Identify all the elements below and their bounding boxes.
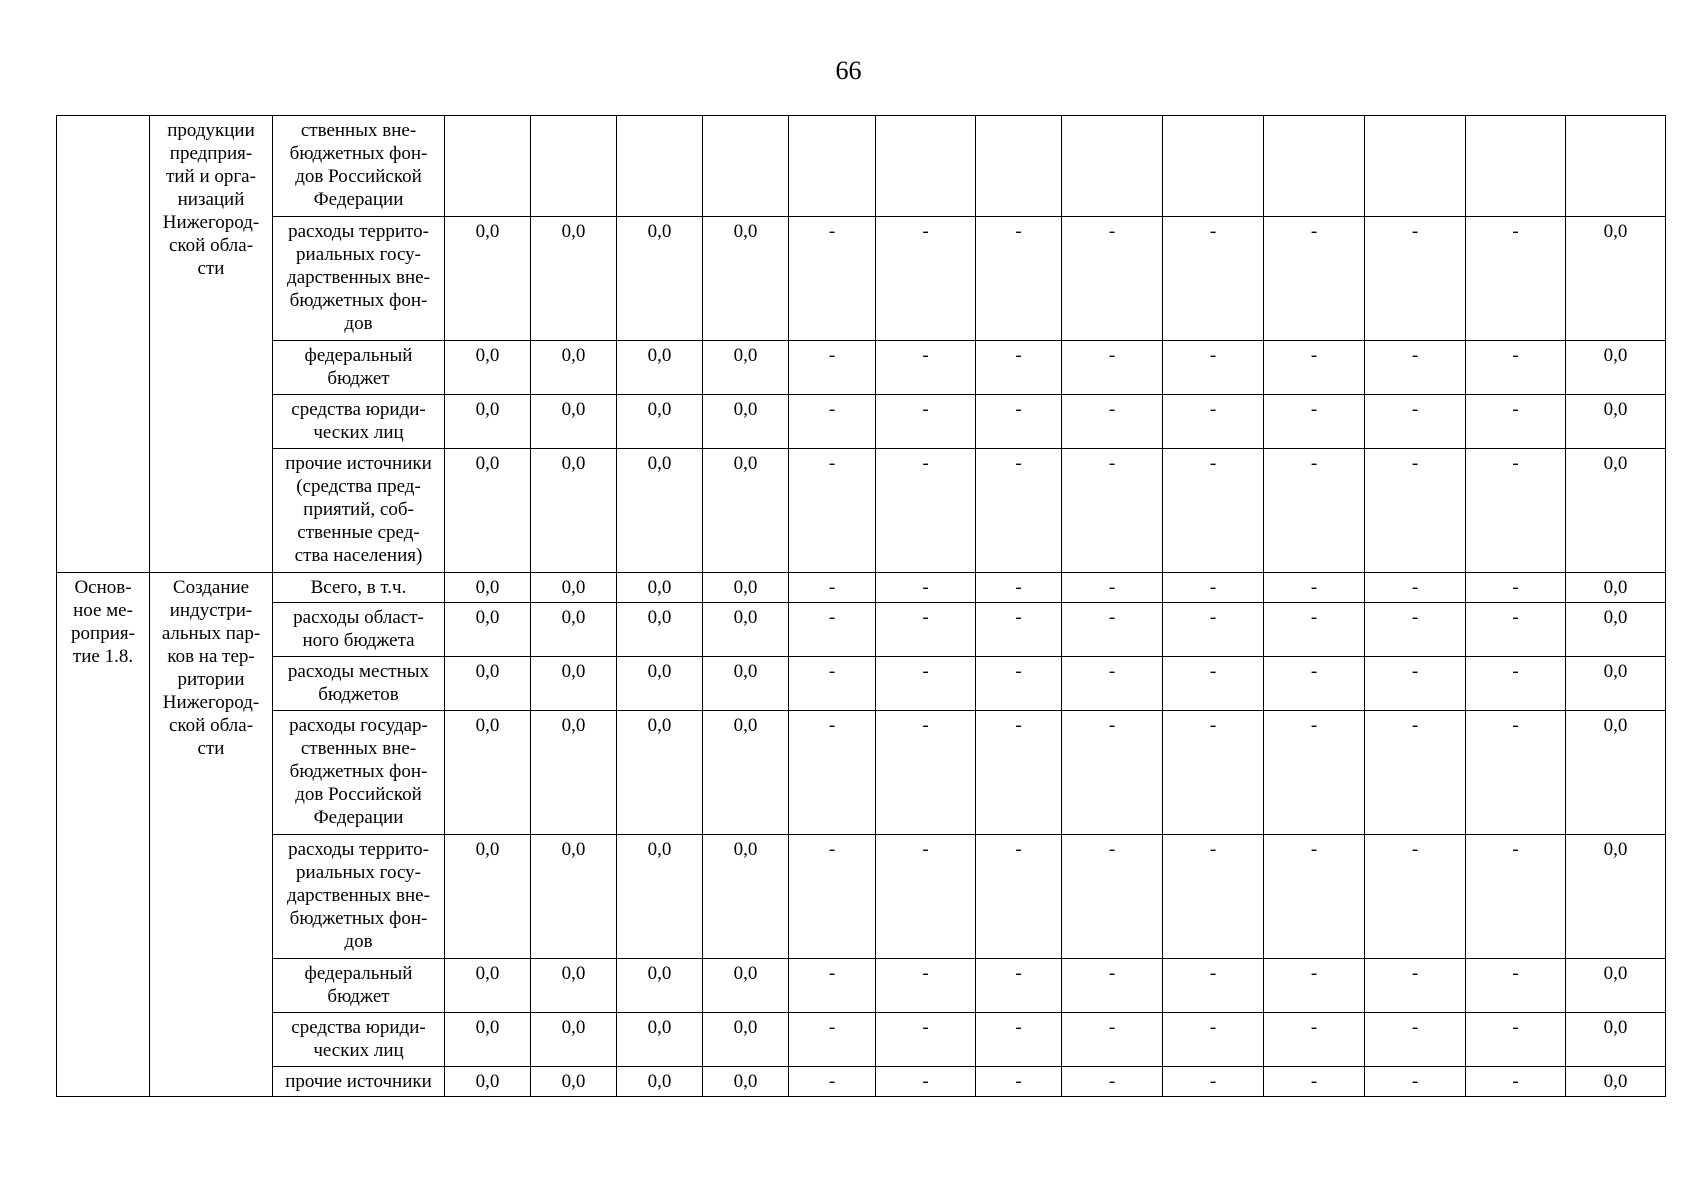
value-cell: 0,0 <box>531 603 617 657</box>
value-cell: 0,0 <box>531 573 617 603</box>
value-cell: - <box>1062 835 1163 959</box>
value-cell: 0,0 <box>617 449 703 573</box>
value-cell: - <box>1163 341 1264 395</box>
value-cell: - <box>1264 217 1365 341</box>
value-cell: - <box>1264 959 1365 1013</box>
value-cell: - <box>1466 341 1566 395</box>
value-cell: 0,0 <box>1566 835 1666 959</box>
value-cell: - <box>976 1013 1062 1067</box>
value-cell: 0,0 <box>1566 395 1666 449</box>
value-cell: 0,0 <box>703 395 789 449</box>
funding-source-cell: расходы террито- риальных госу- дарственных вне- бюджетных фон- дов <box>273 217 445 341</box>
funding-source-cell: ственных вне- бюджетных фон- дов Российской Федерации <box>273 116 445 217</box>
funding-source-cell: расходы террито- риальных госу- дарственных вне- бюджетных фон- дов <box>273 835 445 959</box>
table-row <box>57 1067 1666 1097</box>
value-cell: - <box>1163 603 1264 657</box>
value-cell: - <box>876 711 976 835</box>
measure-code-cell <box>57 116 150 573</box>
value-cell: - <box>876 1067 976 1097</box>
table-row <box>57 573 1666 603</box>
table-row <box>57 449 1666 573</box>
funding-source-cell: средства юриди- ческих лиц <box>273 395 445 449</box>
value-cell: - <box>1365 657 1466 711</box>
value-cell: - <box>1163 959 1264 1013</box>
value-cell: - <box>1163 835 1264 959</box>
value-cell: 0,0 <box>1566 1013 1666 1067</box>
value-cell: - <box>789 1067 876 1097</box>
value-cell: - <box>1163 217 1264 341</box>
value-cell <box>531 116 617 217</box>
value-cell: 0,0 <box>1566 657 1666 711</box>
value-cell: 0,0 <box>531 395 617 449</box>
value-cell: 0,0 <box>617 573 703 603</box>
value-cell: - <box>789 217 876 341</box>
value-cell <box>1264 116 1365 217</box>
value-cell: - <box>1365 573 1466 603</box>
funding-source-cell: прочие источники <box>273 1067 445 1097</box>
value-cell: 0,0 <box>1566 1067 1666 1097</box>
value-cell: - <box>976 341 1062 395</box>
value-cell: 0,0 <box>703 603 789 657</box>
value-cell: - <box>876 341 976 395</box>
value-cell: 0,0 <box>1566 217 1666 341</box>
value-cell: 0,0 <box>531 959 617 1013</box>
measure-name-cell: продукции предприя- тий и орга- низаций Нижегород- ской обла- сти <box>150 116 273 573</box>
value-cell: - <box>1264 395 1365 449</box>
value-cell: - <box>876 657 976 711</box>
funding-source-cell: федеральный бюджет <box>273 959 445 1013</box>
value-cell: - <box>789 573 876 603</box>
measure-name-cell: Создание индустри- альных пар- ков на тер- ритории Нижегород- ской обла- сти <box>150 573 273 1097</box>
value-cell: - <box>789 711 876 835</box>
value-cell: 0,0 <box>617 711 703 835</box>
value-cell: 0,0 <box>617 1067 703 1097</box>
table-row <box>57 603 1666 657</box>
value-cell: - <box>1365 1013 1466 1067</box>
value-cell: - <box>976 217 1062 341</box>
value-cell: - <box>1062 657 1163 711</box>
value-cell: - <box>1062 573 1163 603</box>
value-cell: - <box>1466 711 1566 835</box>
value-cell: 0,0 <box>445 341 531 395</box>
value-cell: - <box>1365 711 1466 835</box>
value-cell: - <box>1466 657 1566 711</box>
value-cell: - <box>876 395 976 449</box>
value-cell <box>1163 116 1264 217</box>
value-cell: - <box>1163 449 1264 573</box>
value-cell: 0,0 <box>445 449 531 573</box>
value-cell: 0,0 <box>531 835 617 959</box>
value-cell <box>617 116 703 217</box>
value-cell: 0,0 <box>445 959 531 1013</box>
value-cell: - <box>976 573 1062 603</box>
value-cell: - <box>1365 395 1466 449</box>
value-cell: - <box>1365 217 1466 341</box>
value-cell: - <box>1365 341 1466 395</box>
value-cell: - <box>1466 603 1566 657</box>
value-cell: 0,0 <box>531 711 617 835</box>
value-cell: - <box>976 603 1062 657</box>
value-cell: - <box>1062 449 1163 573</box>
value-cell: 0,0 <box>445 835 531 959</box>
table-row <box>57 959 1666 1013</box>
value-cell: 0,0 <box>617 217 703 341</box>
value-cell: 0,0 <box>531 1013 617 1067</box>
value-cell: - <box>876 573 976 603</box>
value-cell: - <box>1466 395 1566 449</box>
value-cell: - <box>1264 341 1365 395</box>
table-row <box>57 835 1666 959</box>
value-cell: - <box>876 959 976 1013</box>
value-cell: 0,0 <box>703 711 789 835</box>
value-cell: 0,0 <box>703 573 789 603</box>
table-row <box>57 711 1666 835</box>
value-cell: 0,0 <box>1566 711 1666 835</box>
funding-source-cell: расходы местных бюджетов <box>273 657 445 711</box>
value-cell: 0,0 <box>1566 341 1666 395</box>
table-row <box>57 217 1666 341</box>
value-cell: 0,0 <box>703 1067 789 1097</box>
value-cell: 0,0 <box>531 341 617 395</box>
value-cell: - <box>1466 1013 1566 1067</box>
value-cell: - <box>1466 573 1566 603</box>
value-cell: 0,0 <box>1566 959 1666 1013</box>
value-cell <box>876 116 976 217</box>
value-cell: - <box>1365 603 1466 657</box>
value-cell <box>976 116 1062 217</box>
value-cell: - <box>789 395 876 449</box>
funding-source-cell: федеральный бюджет <box>273 341 445 395</box>
value-cell: - <box>1062 1013 1163 1067</box>
value-cell: - <box>976 711 1062 835</box>
value-cell: - <box>1264 449 1365 573</box>
value-cell: 0,0 <box>445 1067 531 1097</box>
value-cell: - <box>789 341 876 395</box>
value-cell: - <box>976 1067 1062 1097</box>
value-cell: - <box>1466 217 1566 341</box>
funding-source-cell: прочие источники (средства пред- приятий, соб- ственные сред- ства населения) <box>273 449 445 573</box>
value-cell: - <box>789 1013 876 1067</box>
value-cell: - <box>1163 395 1264 449</box>
value-cell: 0,0 <box>445 395 531 449</box>
value-cell: - <box>1163 657 1264 711</box>
funding-source-cell: средства юриди- ческих лиц <box>273 1013 445 1067</box>
value-cell: - <box>789 959 876 1013</box>
value-cell: - <box>1466 1067 1566 1097</box>
value-cell <box>445 116 531 217</box>
value-cell: 0,0 <box>531 217 617 341</box>
value-cell: - <box>1062 1067 1163 1097</box>
value-cell: 0,0 <box>703 341 789 395</box>
value-cell <box>1466 116 1566 217</box>
value-cell: - <box>1264 657 1365 711</box>
value-cell: - <box>1365 1067 1466 1097</box>
value-cell <box>1566 116 1666 217</box>
value-cell: 0,0 <box>445 217 531 341</box>
value-cell: - <box>789 657 876 711</box>
funding-table <box>56 115 1666 1097</box>
value-cell: 0,0 <box>703 835 789 959</box>
value-cell: 0,0 <box>703 657 789 711</box>
funding-source-cell: расходы област- ного бюджета <box>273 603 445 657</box>
value-cell: - <box>876 1013 976 1067</box>
value-cell <box>789 116 876 217</box>
value-cell: - <box>1466 449 1566 573</box>
value-cell: 0,0 <box>445 711 531 835</box>
value-cell: - <box>1264 835 1365 959</box>
value-cell: - <box>1264 1067 1365 1097</box>
funding-source-cell: Всего, в т.ч. <box>273 573 445 603</box>
value-cell: - <box>1365 959 1466 1013</box>
value-cell: 0,0 <box>531 449 617 573</box>
value-cell: - <box>789 603 876 657</box>
value-cell: 0,0 <box>703 449 789 573</box>
value-cell: 0,0 <box>703 959 789 1013</box>
table-row <box>57 116 1666 217</box>
value-cell: - <box>976 449 1062 573</box>
value-cell: - <box>1365 835 1466 959</box>
value-cell: - <box>876 449 976 573</box>
value-cell: 0,0 <box>445 573 531 603</box>
value-cell: 0,0 <box>617 603 703 657</box>
value-cell: - <box>976 835 1062 959</box>
value-cell: - <box>1264 1013 1365 1067</box>
value-cell: - <box>1062 603 1163 657</box>
value-cell: - <box>876 603 976 657</box>
funding-source-cell: расходы государ- ственных вне- бюджетных фон- дов Российской Федерации <box>273 711 445 835</box>
value-cell: - <box>1062 395 1163 449</box>
value-cell: 0,0 <box>703 217 789 341</box>
value-cell: - <box>976 959 1062 1013</box>
table-row <box>57 657 1666 711</box>
value-cell: - <box>1466 835 1566 959</box>
table-row <box>57 341 1666 395</box>
value-cell: - <box>1264 603 1365 657</box>
table-row <box>57 1013 1666 1067</box>
value-cell: 0,0 <box>617 959 703 1013</box>
value-cell <box>1365 116 1466 217</box>
value-cell: - <box>1163 1013 1264 1067</box>
value-cell: 0,0 <box>531 1067 617 1097</box>
value-cell: 0,0 <box>445 657 531 711</box>
value-cell: 0,0 <box>1566 573 1666 603</box>
table-row <box>57 395 1666 449</box>
value-cell: - <box>789 835 876 959</box>
value-cell: 0,0 <box>617 1013 703 1067</box>
value-cell: - <box>1264 711 1365 835</box>
value-cell: - <box>1264 573 1365 603</box>
value-cell: - <box>789 449 876 573</box>
value-cell: - <box>1365 449 1466 573</box>
value-cell: 0,0 <box>445 1013 531 1067</box>
value-cell: 0,0 <box>617 657 703 711</box>
value-cell: - <box>1163 711 1264 835</box>
value-cell: 0,0 <box>703 1013 789 1067</box>
value-cell: - <box>1163 573 1264 603</box>
value-cell: - <box>1163 1067 1264 1097</box>
value-cell: 0,0 <box>1566 449 1666 573</box>
value-cell: 0,0 <box>445 603 531 657</box>
value-cell <box>1062 116 1163 217</box>
value-cell: - <box>1062 217 1163 341</box>
value-cell: 0,0 <box>617 341 703 395</box>
value-cell: - <box>1062 959 1163 1013</box>
value-cell: - <box>876 835 976 959</box>
value-cell: - <box>1466 959 1566 1013</box>
value-cell: - <box>876 217 976 341</box>
value-cell: 0,0 <box>617 395 703 449</box>
value-cell: - <box>1062 341 1163 395</box>
value-cell: - <box>976 395 1062 449</box>
measure-code-cell: Основ- ное ме- роприя- тие 1.8. <box>57 573 150 1097</box>
value-cell: - <box>1062 711 1163 835</box>
value-cell: 0,0 <box>1566 603 1666 657</box>
value-cell: 0,0 <box>617 835 703 959</box>
value-cell: - <box>976 657 1062 711</box>
page-number: 66 <box>835 56 862 85</box>
value-cell: 0,0 <box>531 657 617 711</box>
value-cell <box>703 116 789 217</box>
